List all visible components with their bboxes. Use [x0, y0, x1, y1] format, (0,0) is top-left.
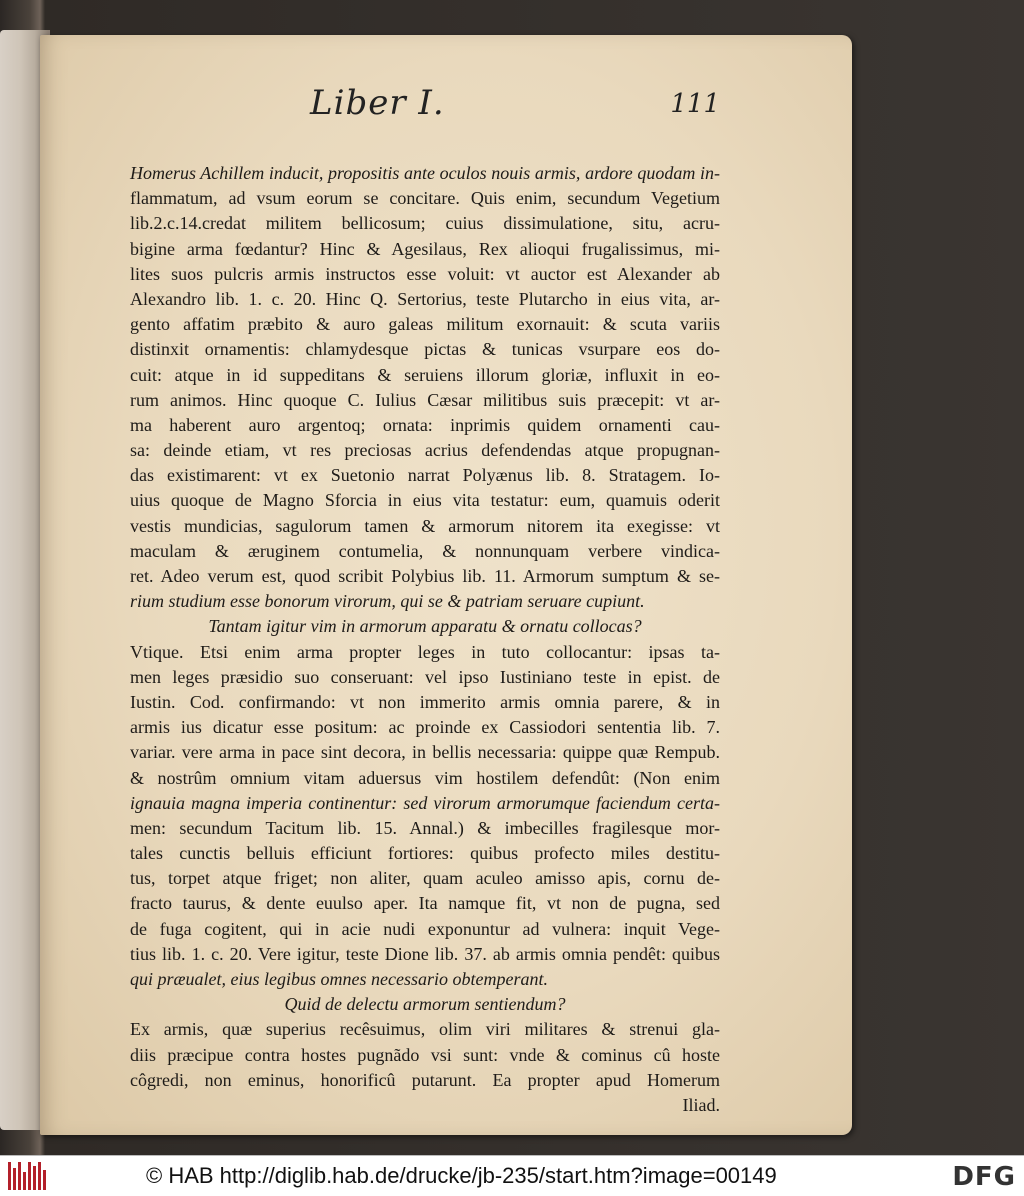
copyright-url-text: © HAB http://diglib.hab.de/drucke/jb-235/start.htm?image=00149 [146, 1163, 777, 1188]
text-line: variar. vere arma in pace sint decora, in bellis necessaria: quippe quæ Rempub. [130, 742, 720, 763]
text-line: rium studium esse bonorum virorum, qui se & patriam seruare cupiunt. [130, 591, 645, 612]
page-number: 111 [670, 89, 720, 119]
text-line: Quid de delectu armorum sentiendum? [284, 994, 566, 1015]
text-line: ignauia magna imperia continentur: sed virorum armorumque faciendum certa- [130, 792, 720, 813]
text-line: tales cunctis belluis efficiunt fortiores: quibus profecto miles destitu- [130, 843, 720, 864]
text-line: distinxit ornamentis: chlamydesque pictas & tunicas vsurpare eos do- [130, 339, 720, 360]
body-text [130, 161, 720, 1118]
text-line: ma haberent auro argentoq; ornata: inprimis quidem ornamenti cau- [130, 414, 720, 435]
text-line: tius lib. 1. c. 20. Vere igitur, teste Dione lib. 37. ab armis omnia pendêt: quibus [130, 943, 720, 964]
text-line: vestis mundicias, sagulorum tamen & armorum nitorem ita exegisse: vt [130, 515, 720, 536]
text-line: Alexandro lib. 1. c. 20. Hinc Q. Sertorius, teste Plutarcho in eius vita, ar- [130, 288, 720, 309]
footer-bar [0, 1155, 1024, 1196]
text-line: rum animos. Hinc quoque C. Iulius Cæsar militibus suis præcepit: vt ar- [130, 389, 720, 410]
text-line: bigine arma fœdantur? Hinc & Agesilaus, Rex alioqui frugalissimus, mi- [130, 238, 720, 259]
text-line: diis præcipue contra hostes pugnãdo vsi sunt: vnde & cominus cû hoste [130, 1044, 720, 1065]
text-line: & nostrûm omnium vitam aduersus vim hostilem defendût: (Non enim [130, 767, 720, 788]
text-line: de fuga cogitent, qui in acie nudi exponuntur ad vulnera: inquit Vege- [130, 918, 720, 939]
text-line: Vtique. Etsi enim arma propter leges in tuto collocantur: ipsas ta- [130, 641, 720, 662]
book-page [40, 35, 852, 1135]
text-line: cuit: atque in id suppeditans & seruiens illorum gloriæ, influxit in eo- [130, 364, 720, 385]
text-line: lites suos pulcris armis instructos esse voluit: vt auctor est Alexander ab [130, 263, 720, 284]
page-header [300, 83, 720, 123]
text-line: armis ius dicatur esse positum: ac proinde ex Cassiodori sententia lib. 7. [130, 717, 720, 738]
text-line: Iliad. [682, 1094, 720, 1115]
hab-logo-icon [8, 1162, 48, 1190]
text-line: das existimarent: vt ex Suetonio narrat Polyænus lib. 8. Stratagem. Io- [130, 465, 720, 486]
text-line: men: secundum Tacitum lib. 15. Annal.) & imbecilles fragilesque mor- [130, 817, 720, 838]
text-line: Tantam igitur vim in armorum apparatu & ornatu collocas? [208, 616, 642, 637]
text-line: uius quoque de Magno Sforcia in eius vita testatur: eum, quamuis oderit [130, 490, 720, 511]
text-line: fracto taurus, & dente euulso aper. Ita namque fit, vt non de pugna, sed [130, 893, 720, 914]
text-line: qui præualet, eius legibus omnes necessario obtemperant. [130, 969, 548, 989]
running-title: Liber I. [310, 83, 445, 123]
text-line: Homerus Achillem inducit, propositis ante oculos nouis armis, ardore quodam in- [130, 163, 720, 183]
text-line: sa: deinde etiam, vt res preciosas acrius defendendas atque propugnan- [130, 440, 720, 461]
text-line: men leges præsidio suo conseruant: vel ipso Iustiniano teste in epist. de [130, 666, 720, 687]
text-line: Iustin. Cod. confirmando: vt non immerito armis omnia parere, & in [130, 691, 720, 712]
dfg-logo: DFG [952, 1162, 1016, 1192]
text-line: lib.2.c.14.credat militem bellicosum; cuius dissimulatione, situ, acru- [130, 213, 720, 234]
text-line: Ex armis, quæ superius recêsuimus, olim viri militares & strenui gla- [130, 1019, 720, 1040]
text-line: gento affatim præbito & auro galeas militum exornauit: & scuta variis [130, 314, 720, 335]
text-line: tus, torpet atque friget; non aliter, quam aculeo amisso apis, cornu de- [130, 868, 720, 889]
text-line: flammatum, ad vsum eorum se concitare. Quis enim, secundum Vegetium [130, 188, 720, 209]
text-line: côgredi, non eminus, honorificû putarunt. Ea propter apud Homerum [130, 1069, 720, 1090]
text-line: ret. Adeo verum est, quod scribit Polybius lib. 11. Armorum sumptum & se- [130, 566, 720, 586]
text-line: maculam & æruginem contumelia, & nonnunquam verbere vindica- [130, 540, 720, 561]
